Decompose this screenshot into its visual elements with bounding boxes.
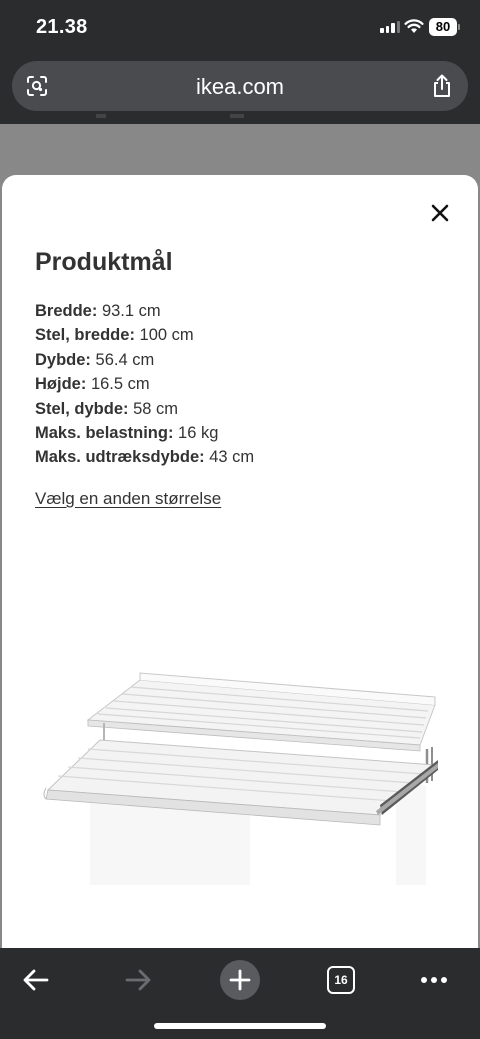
wifi-icon xyxy=(404,19,424,34)
dimension-row xyxy=(35,372,254,396)
dimension-row xyxy=(35,397,254,421)
dimension-value: 58 cm xyxy=(133,399,179,418)
dimension-label: Dybde: xyxy=(35,350,91,369)
dimension-row xyxy=(35,323,254,347)
dimension-value: 43 cm xyxy=(209,448,255,467)
dimension-list xyxy=(35,299,254,470)
product-dimensions-modal xyxy=(2,175,478,948)
dimension-value: 56.4 cm xyxy=(95,350,155,369)
dimension-label: Maks. belastning: xyxy=(35,423,174,442)
product-dimension-image xyxy=(40,665,440,905)
forward-arrow-icon xyxy=(124,968,152,992)
tabs-button[interactable] xyxy=(319,958,363,1002)
dimension-row xyxy=(35,299,254,323)
choose-other-size-link[interactable]: Vælg en anden størrelse xyxy=(35,489,222,508)
dimension-value: 16.5 cm xyxy=(90,375,150,394)
home-indicator xyxy=(154,1023,326,1029)
battery-indicator: 80 xyxy=(429,18,457,36)
plus-icon xyxy=(220,960,260,1000)
address-bar[interactable] xyxy=(12,61,468,111)
dimension-value: 16 kg xyxy=(178,423,219,442)
close-icon[interactable] xyxy=(426,199,454,227)
new-tab-button[interactable] xyxy=(218,958,262,1002)
modal-title: Produktmål xyxy=(35,248,173,276)
back-button[interactable] xyxy=(14,958,58,1002)
url-text: ikea.com xyxy=(195,74,285,99)
dimension-row xyxy=(35,445,254,469)
dimension-label: Stel, dybde: xyxy=(35,399,129,418)
dimension-label: Højde: xyxy=(35,375,87,394)
dimension-label: Maks. udtræksdybde: xyxy=(35,448,205,467)
dimension-row xyxy=(35,348,254,372)
dimension-value: 100 cm xyxy=(139,326,194,345)
status-bar xyxy=(0,0,480,58)
back-arrow-icon xyxy=(22,968,50,992)
share-icon[interactable] xyxy=(430,73,454,99)
tabs-icon: 16 xyxy=(327,966,355,994)
more-icon xyxy=(420,976,448,984)
dimension-row xyxy=(35,421,254,445)
dimension-label: Stel, bredde: xyxy=(35,326,135,345)
cellular-signal-icon xyxy=(380,21,400,33)
dimension-value: 93.1 cm xyxy=(101,302,161,320)
browser-toolbar xyxy=(0,948,480,1039)
dimension-label: Bredde: xyxy=(35,302,98,320)
status-time: 21.38 xyxy=(36,16,88,38)
menu-button[interactable] xyxy=(412,958,456,1002)
forward-button[interactable] xyxy=(116,958,160,1002)
battery-tip xyxy=(458,24,460,30)
obscured-page-text xyxy=(40,114,260,130)
